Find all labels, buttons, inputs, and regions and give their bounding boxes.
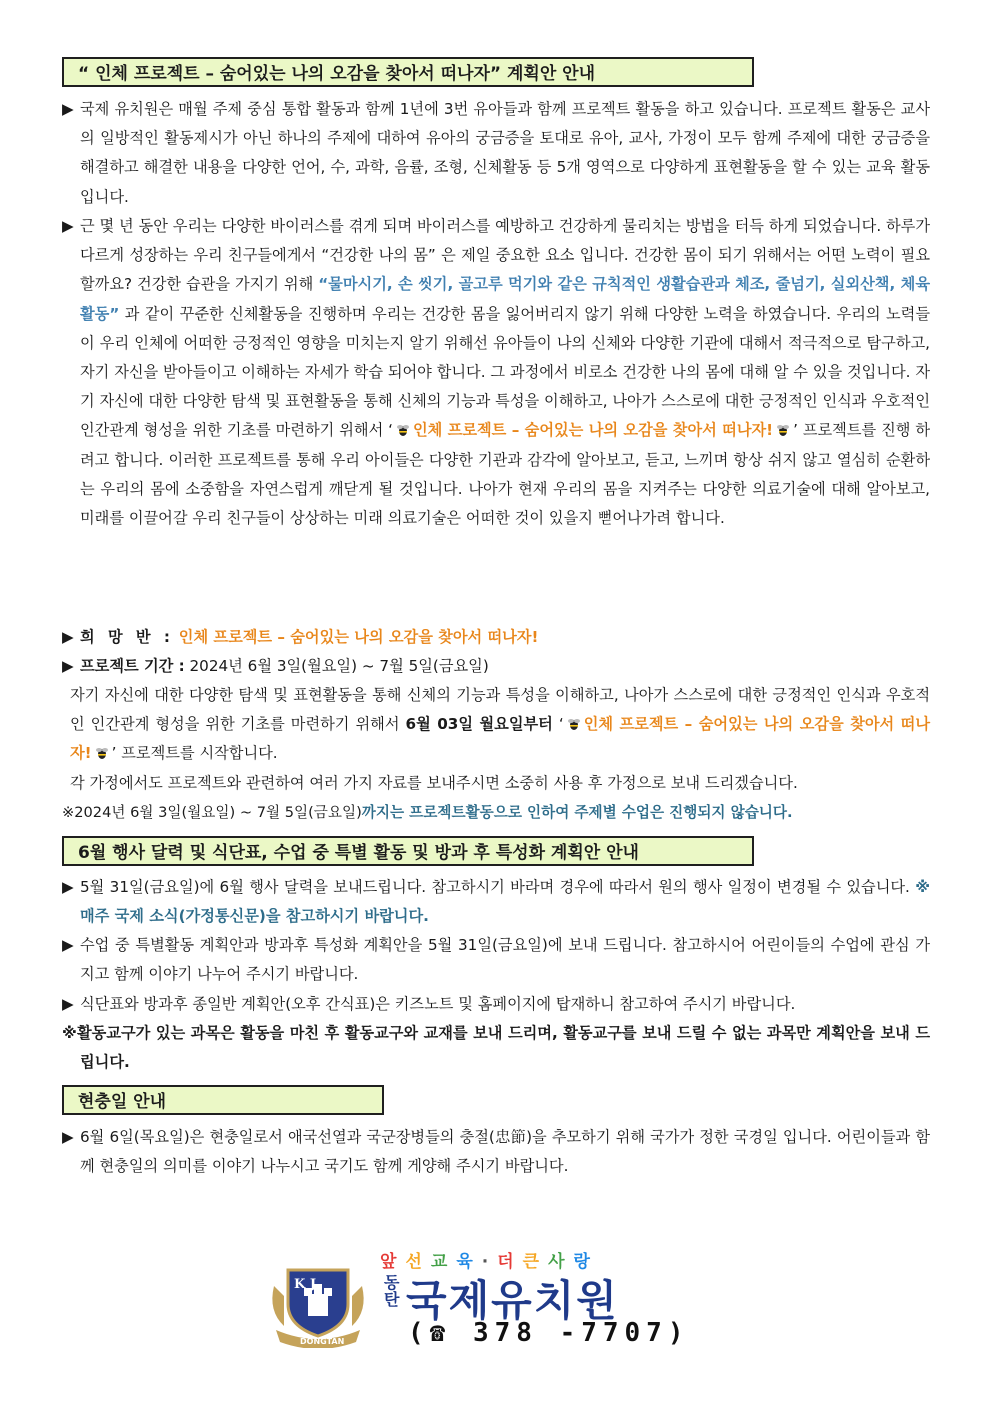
materials-line: 각 가정에서도 프로젝트와 관련하여 여러 가지 자료를 보내주시면 소중히 사용 후 가정으로 보내 드리겠습니다. (70, 774, 798, 792)
slogan-letter: 사 (548, 1252, 574, 1272)
arrow-icon: ▶ (62, 217, 74, 235)
section-heading-memorial: 현충일 안내 (62, 1085, 384, 1115)
logo-banner: DONGTAN (300, 1337, 345, 1346)
arrow-icon: ▶ (62, 1128, 74, 1146)
arrow-icon: ▶ (62, 936, 74, 954)
habit-highlight: “물마시기, 손 씻기, 골고루 먹기와 같은 규칙적인 생활습관과 체조, 줄넘기, 실외산책, 체육활동” (80, 275, 930, 323)
section-heading-project: “ 인체 프로젝트 – 숨어있는 나의 오감을 찾아서 떠나자” 계획안 안내 (62, 57, 754, 87)
paragraph-activity: ▶ 수업 중 특별활동 계획안과 방과후 특성화 계획안을 5월 31일(금요일)에 보내 드립니다. 참고하시어 어린이들의 수업에 관심 가지고 함께 이야기 나누어 주시기 바랍니다. (62, 931, 930, 989)
class-line (62, 623, 538, 652)
project-name-start: 인체 프로젝트 – 숨어있는 나의 오감을 찾아서 떠나자! (70, 715, 931, 763)
slogan-letter: 육 (456, 1252, 482, 1272)
slogan-letter: 큰 (522, 1252, 549, 1272)
paragraph-memorial: ▶ 6월 6일(목요일)은 현충일로서 애국선열과 국군장병들의 충절(忠節)을 추모하기 위해 국가가 정한 국경일 입니다. 어린이들과 함께 현충일의 의미를 이야기 나누시고 국기도 함께 게양해 주시기 바랍니다. (62, 1123, 930, 1181)
class-label: 희 망 반 : (80, 628, 174, 646)
project-name-inline: 인체 프로젝트 – 숨어있는 나의 오감을 찾아서 떠나자! (412, 421, 774, 440)
bee-icon (95, 746, 109, 760)
start-date: 6월 03일 월요일부터 (405, 715, 553, 734)
paragraph-intro: ▶ 국제 유치원은 매월 주제 중심 통합 활동과 함께 1년에 3번 유아들과 함께 프로젝트 활동을 하고 있습니다. 프로젝트 활동은 교사의 일방적인 활동제시가 아닌 하나의 주제에 대하여 유아의 궁금증을 토대로 유아, 교사, 가정이 모두 함께 주제에 대한 궁금증을 해결하고 해결한 내용을 다양한 언어, 수, 과학, 음률, 조형, 신체활동 등 5개 영역으로 다양하게 표현활동을 할 수 있는 교육 활동입니다. (62, 95, 930, 212)
bee-icon (567, 717, 581, 731)
notice-bold: 까지는 프로젝트활동으로 인하여 주제별 수업은 진행되지 않습니다. (361, 804, 793, 821)
slogan-letter: 앞 (380, 1252, 406, 1272)
arrow-icon: ▶ (62, 628, 74, 646)
notice-line: ※2024년 6월 3일(월요일) ~ 7월 5일(금요일)까지는 프로젝트활동으로 인하여 주제별 수업은 진행되지 않습니다. (62, 804, 793, 821)
paragraph-calendar: ▶ 5월 31일(금요일)에 6월 행사 달력을 보내드립니다. 참고하시기 바라며 경우에 따라서 원의 행사 일정이 변경될 수 있습니다. ※매주 국제 소식(가정통신문)을 참고하시기 바랍니다. (62, 873, 930, 931)
slogan-letter: 더 (497, 1252, 523, 1272)
period-label: 프로젝트 기간 : (80, 657, 185, 675)
paragraph-start: 자기 자신에 대한 다양한 탐색 및 표현활동을 통해 신체의 기능과 특성을 이해하고, 나아가 스스로에 대한 긍정적인 인식과 우호적인 인간관계 형성을 위한 기초를 마련하기 위해서 6월 03일 월요일부터 ‘ 인체 프로젝트 – 숨어있는 나의 오감을 찾아서 떠나자! ’ 프로젝트를 시작합니다. (70, 686, 931, 763)
period-line (62, 652, 489, 681)
class-value: 인체 프로젝트 – 숨어있는 나의 오감을 찾아서 떠나자! (178, 628, 539, 646)
arrow-icon: ▶ (62, 657, 74, 675)
paragraph-teaching-tools: ※활동교구가 있는 과목은 활동을 마친 후 활동교구와 교재를 보내 드리며, 활동교구를 보내 드릴 수 없는 과목만 계획안을 보내 드립니다. (62, 1024, 930, 1072)
school-name-main: 국제유치원 (406, 1276, 619, 1325)
slogan-letter: 랑 (573, 1252, 599, 1272)
arrow-icon: ▶ (62, 995, 74, 1013)
bee-icon (776, 423, 790, 437)
arrow-icon: ▶ (62, 878, 74, 896)
kindergarten-logo (264, 1256, 372, 1348)
paragraph-menu: ▶ 식단표와 방과후 종일반 계획안(오후 간식표)은 키즈노트 및 홈페이지에 탑재하니 참고하여 주시기 바랍니다. (62, 990, 930, 1019)
slogan-letter: · (481, 1252, 498, 1272)
slogan-letter: 선 (405, 1252, 431, 1272)
school-phone: (☎ 378 -7707) (408, 1318, 690, 1348)
section-heading-june: 6월 행사 달력 및 식단표, 수업 중 특별 활동 및 방과 후 특성화 계획안 안내 (62, 836, 754, 866)
bee-icon (396, 423, 410, 437)
newsletter-highlight: ※매주 국제 소식(가정통신문)을 참고하시기 바랍니다. (80, 878, 931, 926)
logo-letters: K J (294, 1277, 316, 1292)
slogan-letter: 교 (430, 1252, 457, 1272)
school-name-prefix: 동 탄 (384, 1273, 400, 1309)
arrow-icon: ▶ (62, 100, 74, 118)
paragraph-health: ▶ 근 몇 년 동안 우리는 다양한 바이러스를 겪게 되며 바이러스를 예방하고 건강하게 물리치는 방법을 터득 하게 되었습니다. 하루가 다르게 성장하는 우리 친구들에게서 “건강한 나의 몸” 은 제일 중요한 요소 입니다. 건강한 몸이 되기 위해서는 어떤 노력이 필요할까요? 건강한 습관을 가지기 위해 “물마시기, 손 씻기, 골고루 먹기와 같은 규칙적인 생활습관과 체조, 줄넘기, 실외산책, 체육활동” 과 같이 꾸준한 신체활동을 진행하며 우리는 건강한 몸을 잃어버리지 않기 위해 다양한 노력을 하였습니다. 우리의 노력들이 우리 인체에 어떠한 긍정적인 영향을 미치는지 알기 위해선 유아들이 나의 신체와 다양한 기관에 대해서 적극적으로 탐구하고, 자기 자신을 받아들이고 이해하는 자세가 학습 되어야 합니다. 그 과정에서 비로소 건강한 나의 몸에 대해 알 수 있을 것입니다. 자기 자신에 대한 다양한 탐색 및 표현활동을 통해 신체의 기능과 특성을 이해하고, 나아가 스스로에 대한 긍정적인 인식과 우호적인 인간관계 형성을 위한 기초를 마련하기 위해서 ‘ 인체 프로젝트 – 숨어있는 나의 오감을 찾아서 떠나자! ’ 프로젝트를 진행 하려고 합니다. 이러한 프로젝트를 통해 우리 아이들은 다양한 기관과 감각에 알아보고, 듣고, 느끼며 항상 쉬지 않고 열심히 순환하는 우리의 몸에 소중함을 자연스럽게 깨닫게 될 것입니다. 나아가 현재 우리의 몸을 지켜주는 다양한 의료기술에 대해 알아보고, 미래를 이끌어갈 우리 친구들이 상상하는 미래 의료기술은 어떠한 것이 있을지 뻗어나가려 합니다. (62, 212, 930, 533)
period-value: 2024년 6월 3일(월요일) ~ 7월 5일(금요일) (189, 657, 489, 675)
